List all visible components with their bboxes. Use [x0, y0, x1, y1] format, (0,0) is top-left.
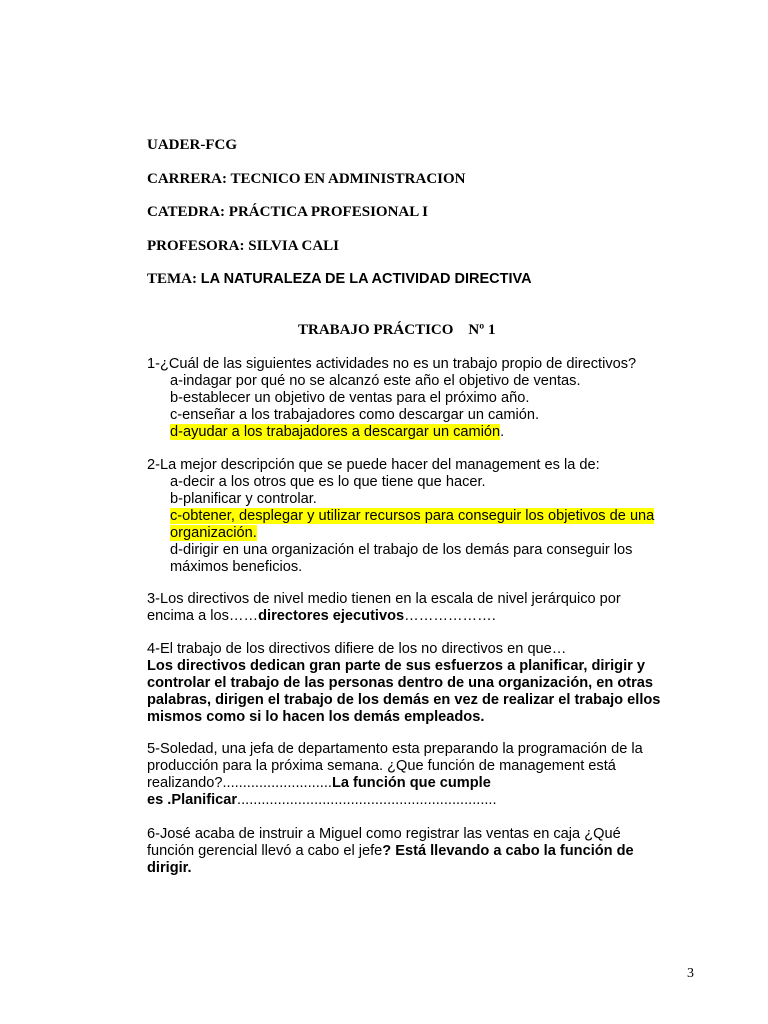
question-1-text: 1-¿Cuál de las siguientes actividades no es un trabajo propio de directivos?: [147, 356, 637, 372]
profesora-heading: PROFESORA: SILVIA CALI: [147, 238, 339, 254]
question-1: [147, 356, 707, 441]
question-6: [147, 826, 707, 877]
question-3-prefix: encima a los……: [147, 608, 259, 624]
question-2-option-b: b-planificar y controlar.: [170, 491, 317, 507]
question-6-line-2: [147, 843, 707, 860]
question-1-option-c: c-enseñar a los trabajadores como descargar un camión.: [170, 407, 540, 423]
question-5: [147, 741, 707, 809]
question-1-answer-tail: .: [500, 424, 505, 440]
question-6-line-1: 6-José acaba de instruir a Miguel como registrar las ventas en caja ¿Qué: [147, 826, 621, 842]
question-2-option-d-1: d-dirigir en una organización el trabajo de los demás para conseguir los: [170, 542, 633, 558]
question-5-prefix: realizando?...........................: [147, 775, 332, 791]
question-1-option-b: b-establecer un objetivo de ventas para el próximo año.: [170, 390, 530, 406]
catedra-heading: CATEDRA: PRÁCTICA PROFESIONAL I: [147, 204, 429, 220]
question-2-answer-line-2: [147, 525, 707, 542]
question-3: [147, 591, 707, 625]
question-6-prefix: función gerencial llevó a cabo el jefe: [147, 843, 383, 859]
carrera-heading: CARRERA: TECNICO EN ADMINISTRACION: [147, 171, 466, 187]
question-2-answer-line-1: [147, 508, 707, 525]
question-5-answer-part-2: es .Planificar: [147, 792, 238, 808]
question-1-option-a: a-indagar por qué no se alcanzó este año el objetivo de ventas.: [170, 373, 581, 389]
tema-value: LA NATURALEZA DE LA ACTIVIDAD DIRECTIVA: [200, 271, 532, 287]
tema-heading: [147, 271, 532, 288]
question-4: [147, 641, 707, 726]
page-title: TRABAJO PRÁCTICO Nº 1: [298, 322, 496, 338]
question-1-answer: d-ayudar a los trabajadores a descargar un camión: [170, 424, 501, 440]
question-5-line-2: producción para la próxima semana. ¿Que función de management está: [147, 758, 616, 774]
question-5-line-1: 5-Soledad, una jefa de departamento esta preparando la programación de la: [147, 741, 643, 757]
question-2-text: 2-La mejor descripción que se puede hacer del management es la de:: [147, 457, 600, 473]
question-2: [147, 457, 707, 576]
question-5-suffix: ................................................................: [237, 792, 497, 808]
question-2-option-d-2: máximos beneficios.: [170, 559, 303, 575]
question-5-line-3: [147, 775, 707, 792]
question-3-line-1: 3-Los directivos de nivel medio tienen en la escala de nivel jerárquico por: [147, 591, 621, 607]
question-2-option-a: a-decir a los otros que es lo que tiene que hacer.: [170, 474, 486, 490]
question-6-answer-part-1: ? Está llevando a cabo la función de: [382, 843, 634, 859]
question-6-answer-part-2: dirigir.: [147, 860, 192, 876]
question-1-answer-line: [147, 424, 707, 441]
question-4-text: 4-El trabajo de los directivos difiere de los no directivos en que…: [147, 641, 567, 657]
question-4-answer: Los directivos dedican gran parte de sus esfuerzos a planificar, dirigir y controlar el trabajo de las personas dentro de una organización, en otras palabras, dirigen el trabajo de los demás en vez de realizar el trabajo ellos mismos como si lo hacen los demás empleados.: [147, 658, 661, 725]
question-3-line-2: [147, 608, 707, 625]
page-number: 3: [687, 966, 694, 981]
tema-label: TEMA:: [147, 271, 201, 287]
question-5-answer-part-1: La función que cumple: [331, 775, 491, 791]
question-5-line-4: [147, 792, 707, 809]
question-2-answer-part-1: c-obtener, desplegar y utilizar recursos para conseguir los objetivos de una: [170, 508, 655, 524]
question-2-answer-part-2: organización.: [170, 525, 257, 541]
question-3-suffix: ……………….: [404, 608, 496, 624]
question-3-answer: directores ejecutivos: [258, 608, 405, 624]
institution-heading: UADER-FCG: [147, 137, 237, 153]
